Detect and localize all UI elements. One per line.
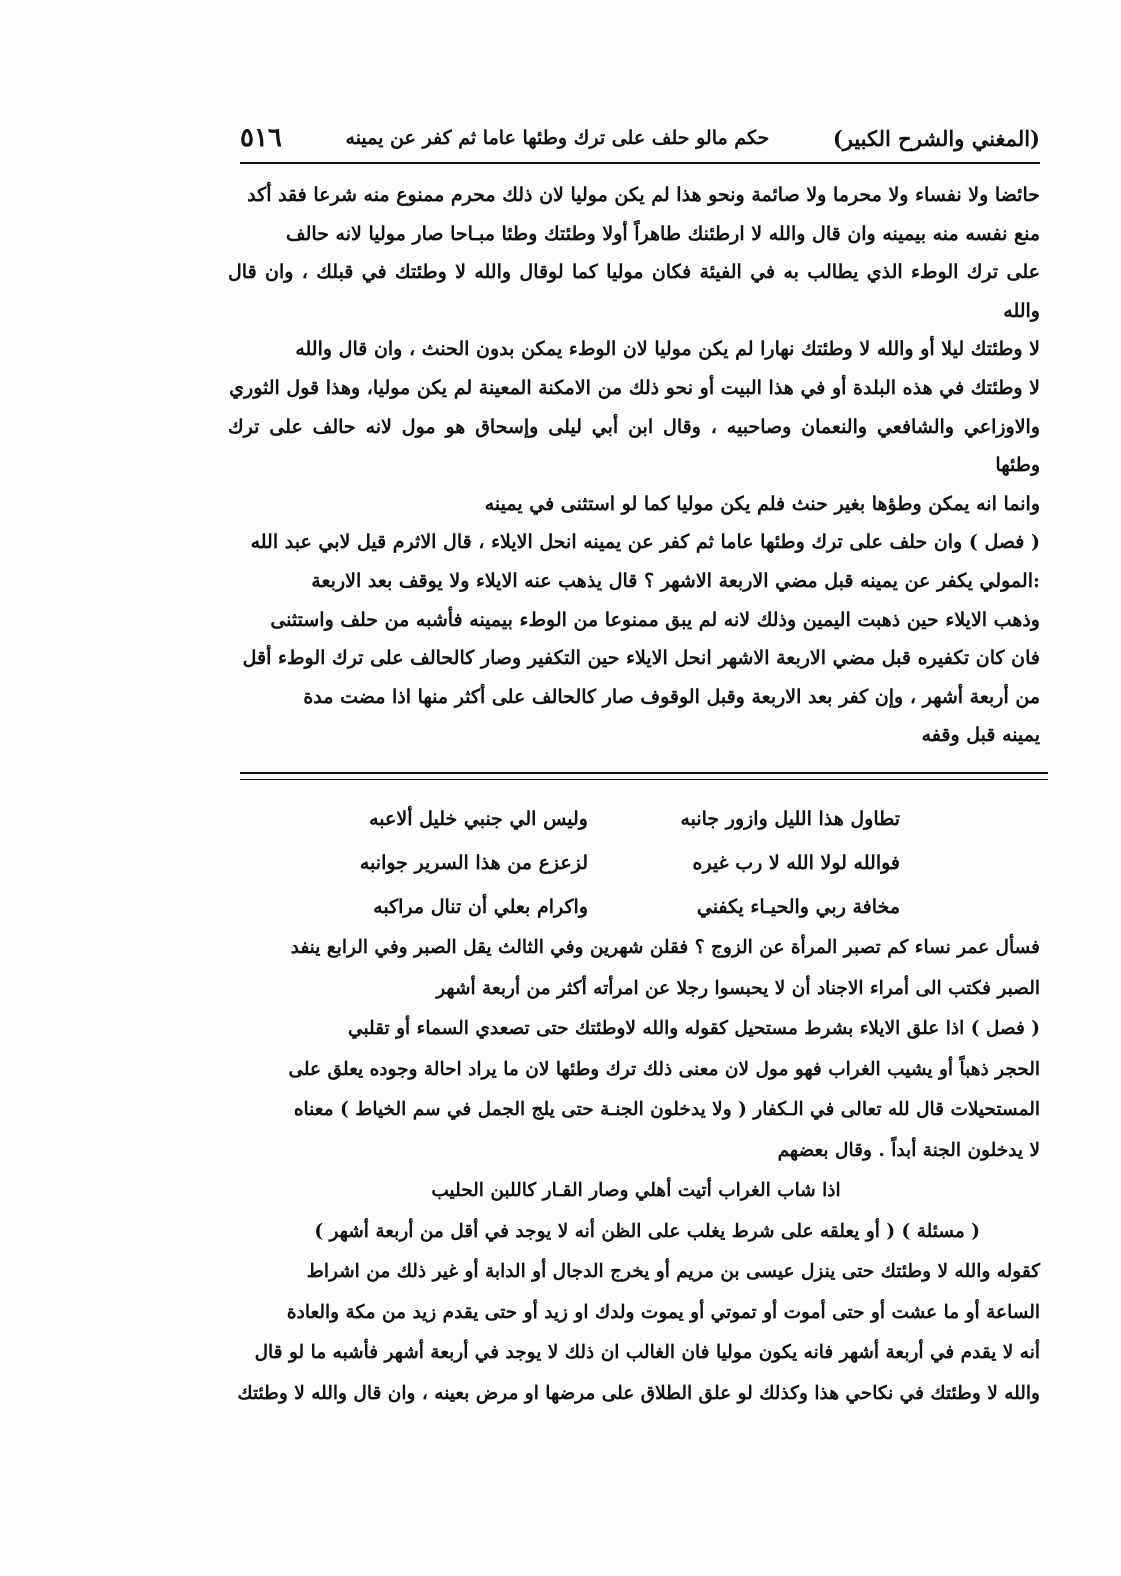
poem-verse [300, 841, 900, 885]
first-hemistich: فوالله لولا الله لا رب غيره [692, 852, 900, 874]
text-line: الصبر فكتب الى أمراء الاجناد أن لا يحبسوا رجلا عن امرأته أكثر من أربعة أشهر [436, 977, 1040, 999]
text-line: المستحيلات قال لله تعالى في الـكفار ( ولا يدخلون الجنـة حتى يلج الجمل في سم الخياط ) معناه [293, 1099, 1040, 1120]
chapter-title: حكم مالو حلف على ترك وطئها عاما ثم كفر عن يمينه [345, 127, 770, 149]
text-line: حائضا ولا نفساء ولا محرما ولا صائمة ونحو هذا لم يكن موليا لان ذلك محرم ممنوع منه شرعا فقد أكد [247, 184, 1040, 206]
second-hemistich: وليس الي جنبي خليل ألاعبه [369, 808, 588, 830]
page-number: ٥١٦ [240, 123, 282, 153]
second-hemistich: واكرام بعلي أن تنال مراكبه [373, 896, 588, 918]
poem [300, 797, 900, 929]
text-line: لا وطئتك ليلا أو والله لا وطئتك نهارا لم يكن موليا لان الوطء يمكن بدون الحنث ، وان قال والله [295, 338, 1040, 361]
text-line: الحجر ذهباً أو يشيب الغراب فهو مول لان معنى ذلك ترك وطئها لان ما يراد احالة وجوده يعلق على [288, 1058, 1040, 1080]
poem-verse [300, 885, 900, 929]
poem-verse [300, 797, 900, 841]
text-line: فان كان تكفيره قبل مضي الاربعة الاشهر انحل الايلاء حين التكفير وصار كالحالف على ترك الوطء أقل [242, 647, 1040, 670]
text-line: فسأل عمر نساء كم تصبر المرأة عن الزوج ؟ فقلن شهرين وفي الثالث يقل الصبر وفي الرابع ينفد [290, 937, 1040, 958]
text-line: لا وطئتك في هذه البلدة أو في هذا البيت أو نحو ذلك من الامكنة المعينة لم يكن موليا، وهذا قول الثوري [229, 376, 1040, 399]
text-line: وذهب الايلاء حين ذهبت اليمين وذلك لانه لم يبق ممنوعا من الوطء بيمينه فأشبه من حلف واستثنى [270, 608, 1040, 631]
text-line: والاوزاعي والشافعي والنعمان وصاحبيه ، وقال ابن أبي ليلى وإسحاق هو مول لانه حالف على ترك وطئها [228, 415, 1040, 477]
text-line: من أربعة أشهر ، وإن كفر بعد الاربعة وقبل الوقوف صار كالحالف على أكثر منها اذا مضت مدة [303, 685, 1040, 708]
section-divider [240, 772, 1048, 780]
text-line: والله لا وطئتك في نكاحي هذا وكذلك لو علق الطلاق على مرضها او مرض بعينه ، وان قال والله لا وطئتك [237, 1382, 1040, 1404]
header-rule [240, 162, 1040, 164]
first-hemistich: تطاول هذا الليل وازور جانبه [680, 808, 900, 830]
page-header [240, 118, 1040, 158]
text-line: على ترك الوطء الذي يطالب به في الفيئة فكان موليا كما لوقال والله لا وطئتك في قبلك ، وان قال والله [228, 261, 1040, 322]
text-line: :المولي يكفر عن يمينه قبل مضي الاربعة الاشهر ؟ قال يذهب عنه الايلاء ولا يوقف بعد الاربعة [311, 569, 1040, 592]
text-line: منع نفسه منه بيمينه وان قال والله لا ارطئنك طاهراً أولا وطئتك وطئا مبـاحا صار موليا لانه حالف [285, 222, 1040, 245]
first-hemistich: مخافة ربي والحيـاء يكفني [696, 896, 900, 918]
text-line: يمينه قبل وقفه [921, 724, 1040, 747]
text-line: الساعة أو ما عشت أو حتى أموت أو تموتي أو يموت ولدك او زيد أو حتى يقدم زيد من مكة والعادة [286, 1301, 1040, 1323]
question-heading: ( مسئلة ) ( أو يعلقه على شرط يغلب على الظن أنه لا يوجد في أقل من أربعة أشهر ) [314, 1220, 980, 1242]
text-line: كقوله والله لا وطئتك حتى ينزل عيسى بن مريم أو يخرج الدجال أو الدابة أو غير ذلك من اشراط [306, 1261, 1040, 1282]
book-title: (المغني والشرح الكبير) [832, 125, 1040, 151]
commentary-text [232, 928, 1040, 1414]
second-hemistich: لزعزع من هذا السرير جوانبه [359, 852, 588, 874]
text-line: لا يدخلون الجنة أبداً . وقال بعضهم [777, 1139, 1040, 1161]
text-line: أنه لا يقدم في أربعة أشهر فانه يكون موليا فان الغالب ان ذلك لا يوجد في أربعة أشهر فأشبه ما لو قال [254, 1342, 1040, 1363]
text-line: ( فصل ) اذا علق الايلاء بشرط مستحيل كقوله والله لاوطئتك حتى تصعدي السماء أو تقلبي [348, 1018, 1040, 1039]
verse-line: اذا شاب الغراب أتيت أهلي وصار القـار كاللبن الحليب [431, 1180, 841, 1201]
text-line: ( فصل ) وان حلف على ترك وطئها عاما ثم كفر عن يمينه انحل الايلاء ، قال الاثرم قيل لابي عبد الله [250, 531, 1040, 554]
main-text [228, 176, 1040, 755]
text-line: وانما انه يمكن وطؤها بغير حنث فلم يكن موليا كما لو استثنى في يمينه [484, 492, 1040, 515]
